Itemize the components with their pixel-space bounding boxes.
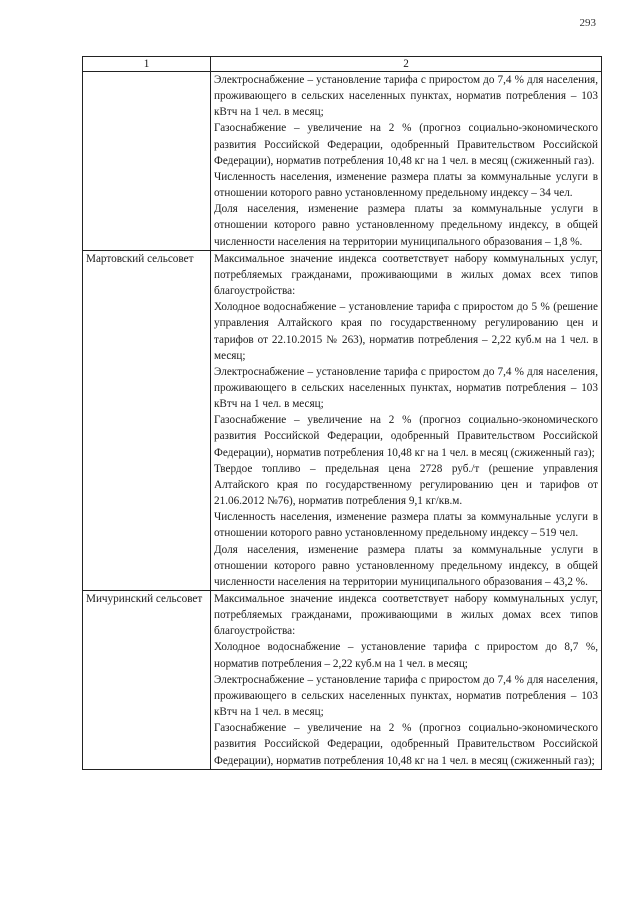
table-row bbox=[83, 591, 602, 770]
description-paragraph: Максимальное значение индекса соответствует набору коммунальных услуг, потребляемых гражданами, проживающими в жилых домах всех типов благоустройства: bbox=[214, 593, 598, 638]
settlement-name-cell bbox=[83, 591, 211, 770]
settlement-name-cell bbox=[83, 250, 211, 590]
description-paragraph: Газоснабжение – увеличение на 2 % (прогноз социально-экономического развития Российской Федерации, одобренный Правительством Российской Федерации), норматив потребления 10,48 кг на 1 чел. в месяц (сжиженный газ); bbox=[214, 722, 598, 767]
description-paragraph: Электроснабжение – установление тарифа с приростом до 7,4 % для населения, проживающего в сельских населенных пунктах, норматив потребления – 103 кВтч на 1 чел. в месяц; bbox=[214, 673, 598, 719]
description-paragraph: Численность населения, изменение размера платы за коммунальные услуги в отношении которого равно установленному предельному индексу – 519 чел. bbox=[214, 511, 598, 540]
indicator-description-cell bbox=[211, 72, 602, 251]
settlement-name: Мартовский сельсовет bbox=[86, 252, 194, 265]
description-paragraph: Электроснабжение – установление тарифа с приростом до 7,4 % для населения, проживающего в сельских населенных пунктах, норматив потребления – 103 кВтч на 1 чел. в месяц; bbox=[214, 365, 598, 411]
description-paragraph: Твердое топливо – предельная цена 2728 руб./т (решение управления Алтайского края по государственному регулированию цен и тарифов от 21.06.2012 №76), норматив потребления 9,1 кг/кв.м. bbox=[214, 462, 598, 508]
table-row bbox=[83, 250, 602, 590]
indicator-description-cell bbox=[211, 250, 602, 590]
description-paragraph: Холодное водоснабжение – установление тарифа с приростом до 8,7 %, норматив потребления – 2,22 куб.м на 1 чел. в месяц; bbox=[214, 641, 598, 670]
table-header-row bbox=[83, 57, 602, 72]
description-paragraph: Доля населения, изменение размера платы за коммунальные услуги в отношении которого равно установленному предельному индексу, в общей численности населения на территории муниципального образования – 43,2 %. bbox=[214, 543, 598, 588]
municipal-index-table bbox=[82, 56, 602, 770]
indicator-description-cell bbox=[211, 591, 602, 770]
column-header: 2 bbox=[211, 57, 602, 72]
table-row bbox=[83, 72, 602, 251]
settlement-name-cell bbox=[83, 72, 211, 251]
settlement-name: Мичуринский сельсовет bbox=[86, 593, 203, 605]
description-paragraph: Численность населения, изменение размера платы за коммунальные услуги в отношении которого равно установленному предельному индексу – 34 чел. bbox=[214, 170, 598, 200]
column-header: 1 bbox=[83, 57, 211, 72]
description-paragraph: Максимальное значение индекса соответствует набору коммунальных услуг, потребляемых гражданами, проживающими в жилых домах всех типов благоустройства: bbox=[214, 252, 598, 298]
description-paragraph: Холодное водоснабжение – установление тарифа с приростом до 5 % (решение управления Алтайского края по государственному регулированию цен и тарифов от 22.10.2015 № 263), норматив потребления – 2,22 куб.м на 1 чел. в месяц; bbox=[214, 301, 598, 362]
description-paragraph: Доля населения, изменение размера платы за коммунальные услуги в отношении которого равно установленному предельному индексу, в общей численности населения на территории муниципального образования – 1,8 %. bbox=[214, 203, 598, 248]
description-paragraph: Электроснабжение – установление тарифа с приростом до 7,4 % для населения, проживающего в сельских населенных пунктах, норматив потребления – 103 кВтч на 1 чел. в месяц; bbox=[214, 74, 598, 119]
description-paragraph: Газоснабжение – увеличение на 2 % (прогноз социально-экономического развития Российской Федерации, одобренный Правительством Российской Федерации), норматив потребления 10,48 кг на 1 чел. в месяц (сжиженный газ). bbox=[214, 122, 598, 167]
page-number: 293 bbox=[579, 17, 596, 29]
description-paragraph: Газоснабжение – увеличение на 2 % (прогноз социально-экономического развития Российской Федерации, одобренный Правительством Российской Федерации), норматив потребления 10,48 кг на 1 чел. в месяц (сжиженный газ); bbox=[214, 414, 598, 459]
